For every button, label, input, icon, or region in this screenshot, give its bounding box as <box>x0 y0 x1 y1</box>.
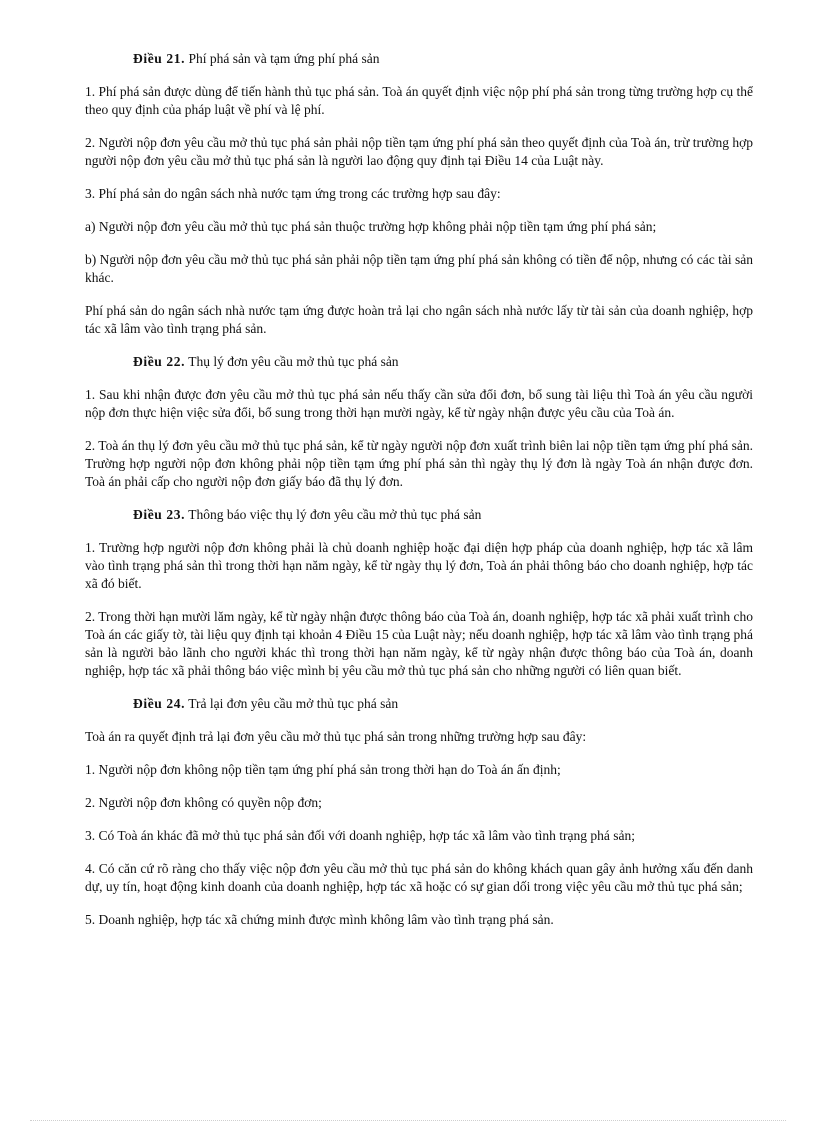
page-bottom-divider <box>30 1120 786 1121</box>
article-24-item-2: 2. Người nộp đơn không có quyền nộp đơn; <box>85 795 322 810</box>
document-page <box>85 50 753 944</box>
article-21-paragraph-3: 3. Phí phá sản do ngân sách nhà nước tạm ứng trong các trường hợp sau đây: <box>85 186 501 201</box>
article-21-paragraph-3b: b) Người nộp đơn yêu cầu mở thủ tục phá sản phải nộp tiền tạm ứng phí phá sản không có tiền để nộp, nhưng có các tài sản khác. <box>85 252 753 285</box>
article-22-number: Điều 22. <box>133 354 186 369</box>
article-21-paragraph-3a: a) Người nộp đơn yêu cầu mở thủ tục phá sản thuộc trường hợp không phải nộp tiền tạm ứng phí phá sản; <box>85 219 657 234</box>
article-22-paragraph-1: 1. Sau khi nhận được đơn yêu cầu mở thủ tục phá sản nếu thấy cần sửa đổi đơn, bổ sung tài liệu thì Toà án yêu cầu người nộp đơn thực hiện việc sửa đổi, bổ sung trong thời hạn mười ngày, kể từ ngày nhận được yêu cầu của Toà án. <box>85 387 753 420</box>
article-21-number: Điều 21. <box>133 51 186 66</box>
article-24-heading <box>133 695 753 713</box>
article-21-paragraph-2: 2. Người nộp đơn yêu cầu mở thủ tục phá sản phải nộp tiền tạm ứng phí phá sản theo quyết định của Toà án, trừ trường hợp người nộp đơn yêu cầu mở thủ tục phá sản là người lao động quy định tại Điều 14 của Luật này. <box>85 135 753 168</box>
article-24-item-5: 5. Doanh nghiệp, hợp tác xã chứng minh được mình không lâm vào tình trạng phá sản. <box>85 912 554 927</box>
article-24-title: Trả lại đơn yêu cầu mở thủ tục phá sản <box>188 696 399 711</box>
article-23-heading <box>133 506 753 524</box>
article-22-title: Thụ lý đơn yêu cầu mở thủ tục phá sản <box>188 354 399 369</box>
article-22-heading <box>133 353 753 371</box>
article-21-paragraph-1: 1. Phí phá sản được dùng để tiến hành thủ tục phá sản. Toà án quyết định việc nộp phí phá sản trong từng trường hợp cụ thể theo quy định của pháp luật về phí và lệ phí. <box>85 84 753 117</box>
article-24-item-3: 3. Có Toà án khác đã mở thủ tục phá sản đối với doanh nghiệp, hợp tác xã lâm vào tình trạng phá sản; <box>85 828 635 843</box>
article-21-title: Phí phá sản và tạm ứng phí phá sản <box>188 51 380 66</box>
article-24-item-1: 1. Người nộp đơn không nộp tiền tạm ứng phí phá sản trong thời hạn do Toà án ấn định; <box>85 762 561 777</box>
article-24-number: Điều 24. <box>133 696 186 711</box>
article-24-intro: Toà án ra quyết định trả lại đơn yêu cầu mở thủ tục phá sản trong những trường hợp sau đây: <box>85 729 587 744</box>
article-24-item-4: 4. Có căn cứ rõ ràng cho thấy việc nộp đơn yêu cầu mở thủ tục phá sản do không khách quan gây ảnh hưởng xấu đến danh dự, uy tín, hoạt động kinh doanh của doanh nghiệp, hợp tác xã hoặc có sự gian dối trong việc yêu cầu mở thủ tục phá sản; <box>85 861 753 894</box>
article-23-title: Thông báo việc thụ lý đơn yêu cầu mở thủ tục phá sản <box>188 507 482 522</box>
article-23-paragraph-1: 1. Trường hợp người nộp đơn không phải là chủ doanh nghiệp hoặc đại diện hợp pháp của doanh nghiệp, hợp tác xã lâm vào tình trạng phá sản thì trong thời hạn năm ngày, kể từ ngày thụ lý đơn, Toà án phải thông báo cho doanh nghiệp, hợp tác xã đó biết. <box>85 540 753 591</box>
article-21-paragraph-closing: Phí phá sản do ngân sách nhà nước tạm ứng được hoàn trả lại cho ngân sách nhà nước lấy từ tài sản của doanh nghiệp, hợp tác xã lâm vào tình trạng phá sản. <box>85 303 753 336</box>
article-23-paragraph-2: 2. Trong thời hạn mười lăm ngày, kể từ ngày nhận được thông báo của Toà án, doanh nghiệp, hợp tác xã phải xuất trình cho Toà án các giấy tờ, tài liệu quy định tại khoản 4 Điều 15 của Luật này; nếu doanh nghiệp, hợp tác xã lâm vào tình trạng phá sản là người bảo lãnh cho người khác thì trong thời hạn năm ngày, kể từ ngày nhận được thông báo của Toà án, doanh nghiệp, hợp tác xã phải thông báo việc mình bị yêu cầu mở thủ tục phá sản cho những người có liên quan biết. <box>85 609 753 678</box>
article-21-heading <box>133 50 753 68</box>
article-23-number: Điều 23. <box>133 507 186 522</box>
article-22-paragraph-2: 2. Toà án thụ lý đơn yêu cầu mở thủ tục phá sản, kể từ ngày người nộp đơn xuất trình biên lai nộp tiền tạm ứng phí phá sản. Trường hợp người nộp đơn không phải nộp tiền tạm ứng phí phá sản thì ngày thụ lý đơn là ngày Toà án nhận được đơn. Toà án phải cấp cho người nộp đơn giấy báo đã thụ lý đơn. <box>85 438 753 489</box>
